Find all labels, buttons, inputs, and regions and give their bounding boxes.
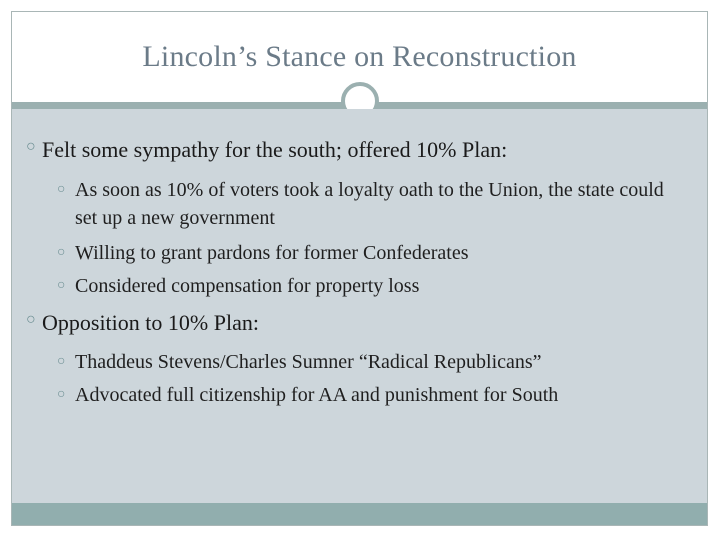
section-heading-1 [26,137,508,163]
list-item [57,348,677,376]
list-item-text: Considered compensation for property loss [75,275,420,297]
section-heading-text: Felt some sympathy for the south; offered 10% Plan: [42,137,508,162]
section-heading-2 [26,310,259,336]
bullet-ring-icon: ○ [57,182,66,197]
bullet-ring-icon: ○ [57,245,66,260]
list-item [57,381,637,409]
bullet-ring-icon: ○ [57,387,66,402]
list-item-text: Thaddeus Stevens/Charles Sumner “Radical Republicans” [75,351,542,373]
list-item [57,272,677,300]
section-heading-text: Opposition to 10% Plan: [42,310,259,335]
content-area [12,109,707,504]
footer-bar [12,503,707,525]
list-item [57,239,677,267]
bullet-ring-icon: ○ [26,138,36,155]
bullet-ring-icon: ○ [57,354,66,369]
list-item [57,176,677,232]
list-item-text: Advocated full citizenship for AA and punishment for South [75,384,559,406]
list-item-text: Willing to grant pardons for former Confederates [75,242,469,264]
list-item-text: As soon as 10% of voters took a loyalty oath to the Union, the state could set up a new government [75,179,664,229]
bullet-ring-icon: ○ [26,311,36,328]
slide [11,11,708,526]
bullet-ring-icon: ○ [57,278,66,293]
slide-title: Lincoln’s Stance on Reconstruction [142,40,577,73]
